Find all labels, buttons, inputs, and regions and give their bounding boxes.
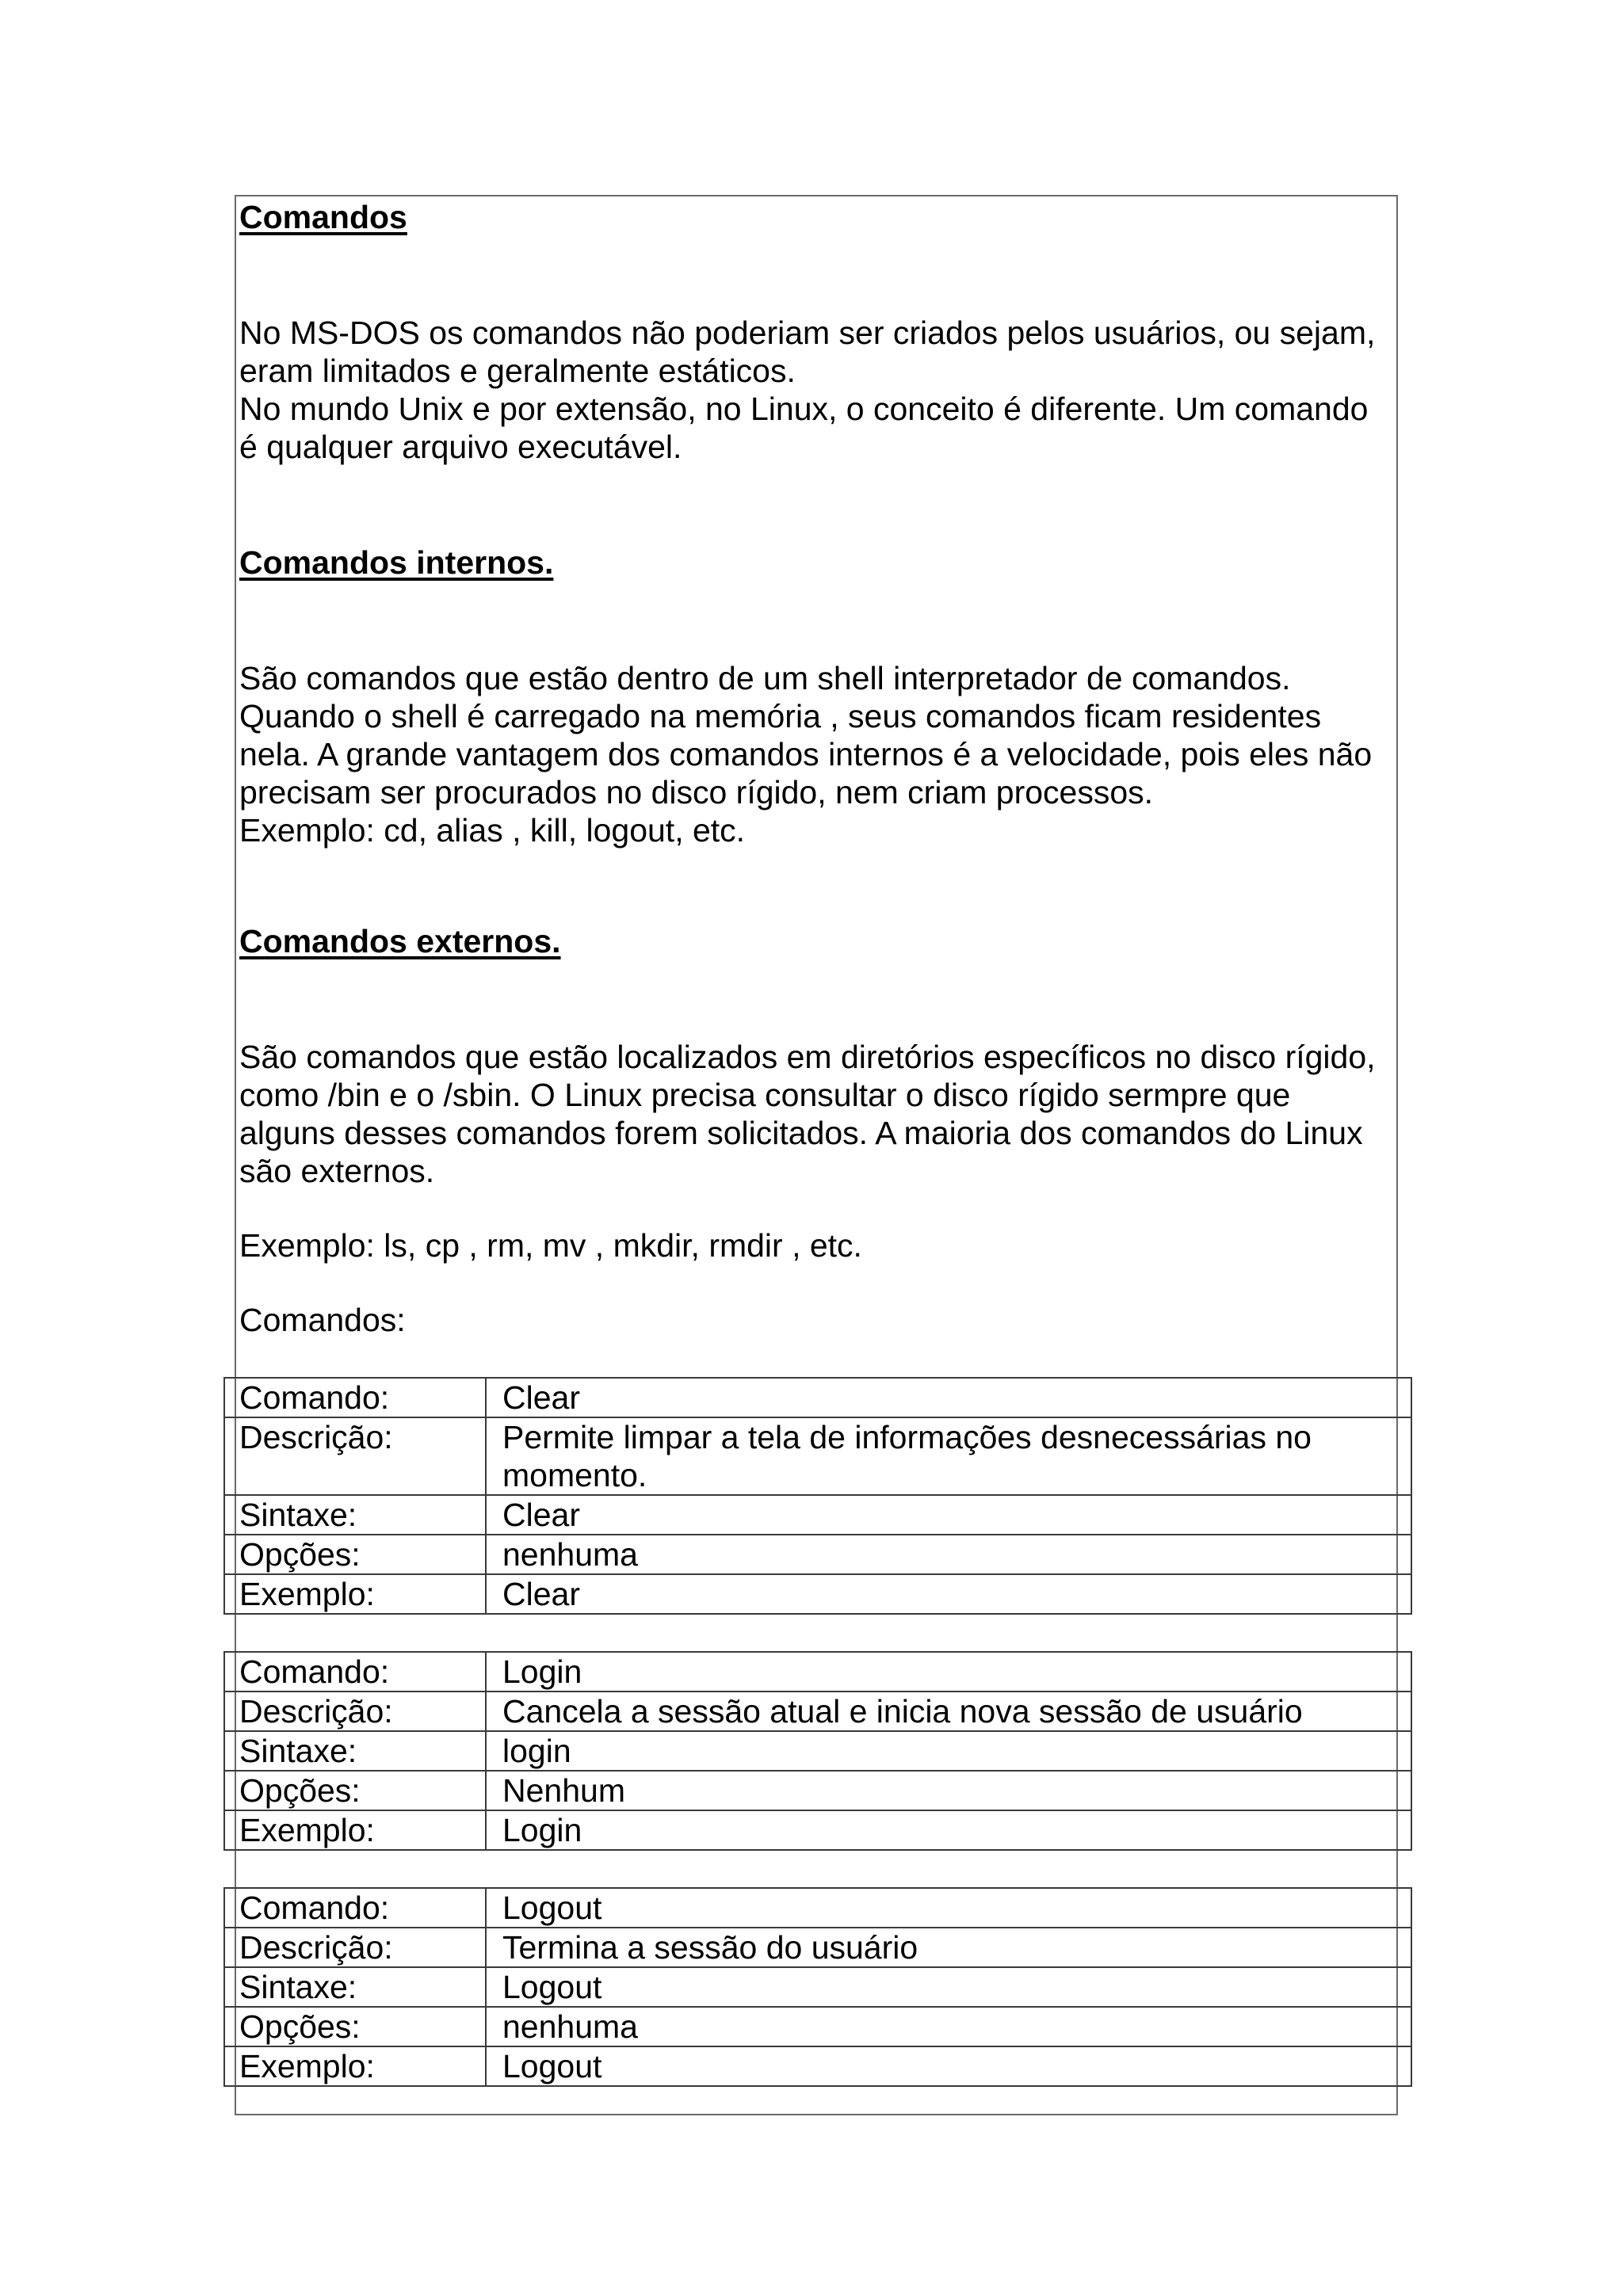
row-value: login [486, 1731, 1411, 1771]
row-label: Exemplo: [224, 1574, 486, 1614]
intro-line: é qualquer arquivo executável. [239, 429, 682, 465]
external-commands-heading: Comandos externos. [239, 923, 561, 959]
row-value: Login [486, 1810, 1411, 1850]
row-label: Exemplo: [224, 2046, 486, 2086]
row-value: Termina a sessão do usuário [486, 1928, 1411, 1967]
external-line: São comandos que estão localizados em diretórios específicos no disco rígido, [239, 1039, 1376, 1075]
internal-line: Quando o shell é carregado na memória , seus comandos ficam residentes [239, 698, 1322, 734]
description-line: Permite limpar a tela de informações desnecessárias no [502, 1419, 1312, 1455]
row-label: Descrição: [224, 1417, 486, 1495]
internal-line: precisam ser procurados no disco rígido, nem criam processos. [239, 774, 1154, 810]
row-value: Nenhum [486, 1771, 1411, 1810]
row-label: Comando: [224, 1652, 486, 1691]
internal-commands-heading: Comandos internos. [239, 544, 554, 581]
internal-line: nela. A grande vantagem dos comandos internos é a velocidade, pois eles não [239, 736, 1373, 772]
table-row [224, 1928, 1411, 1967]
row-value: nenhuma [486, 2007, 1411, 2046]
external-line: alguns desses comandos forem solicitados. A maioria dos comandos do Linux [239, 1115, 1363, 1151]
row-value [486, 1417, 1411, 1495]
row-value: nenhuma [486, 1535, 1411, 1574]
row-label: Sintaxe: [224, 1967, 486, 2007]
page-title: Comandos [239, 199, 407, 235]
row-value: Login [486, 1652, 1411, 1691]
table-row [224, 2007, 1411, 2046]
row-value: Logout [486, 2046, 1411, 2086]
row-value: Logout [486, 1967, 1411, 2007]
external-line: como /bin e o /sbin. O Linux precisa consultar o disco rígido sermpre que [239, 1077, 1291, 1113]
table-row [224, 1574, 1411, 1614]
table-row [224, 1535, 1411, 1574]
description-line: momento. [502, 1457, 647, 1493]
intro-line: No MS-DOS os comandos não poderiam ser criados pelos usuários, ou sejam, [239, 315, 1376, 351]
row-label: Comando: [224, 1888, 486, 1928]
table-row [224, 1378, 1411, 1417]
table-row [224, 2046, 1411, 2086]
command-table-clear [223, 1377, 1412, 1615]
table-row [224, 1652, 1411, 1691]
table-row [224, 1888, 1411, 1928]
row-label: Opções: [224, 1535, 486, 1574]
table-row [224, 1810, 1411, 1850]
table-row [224, 1417, 1411, 1495]
row-value: Cancela a sessão atual e inicia nova sessão de usuário [486, 1691, 1411, 1731]
row-label: Opções: [224, 1771, 486, 1810]
table-row [224, 1967, 1411, 2007]
internal-example: Exemplo: cd, alias , kill, logout, etc. [239, 812, 746, 849]
row-label: Opções: [224, 2007, 486, 2046]
row-value: Clear [486, 1495, 1411, 1535]
table-row [224, 1495, 1411, 1535]
row-label: Descrição: [224, 1928, 486, 1967]
row-label: Comando: [224, 1378, 486, 1417]
row-value: Logout [486, 1888, 1411, 1928]
commands-label: Comandos: [239, 1302, 406, 1338]
command-table-logout [223, 1887, 1412, 2087]
table-row [224, 1731, 1411, 1771]
row-label: Sintaxe: [224, 1495, 486, 1535]
external-line: são externos. [239, 1153, 435, 1189]
intro-line: eram limitados e geralmente estáticos. [239, 353, 796, 389]
row-label: Descrição: [224, 1691, 486, 1731]
command-table-login [223, 1651, 1412, 1851]
table-row [224, 1771, 1411, 1810]
row-label: Exemplo: [224, 1810, 486, 1850]
internal-line: São comandos que estão dentro de um shell interpretador de comandos. [239, 660, 1291, 696]
row-label: Sintaxe: [224, 1731, 486, 1771]
external-example: Exemplo: ls, cp , rm, mv , mkdir, rmdir , etc. [239, 1227, 862, 1264]
row-value: Clear [486, 1574, 1411, 1614]
table-row [224, 1691, 1411, 1731]
intro-line: No mundo Unix e por extensão, no Linux, o conceito é diferente. Um comando [239, 391, 1369, 427]
row-value: Clear [486, 1378, 1411, 1417]
